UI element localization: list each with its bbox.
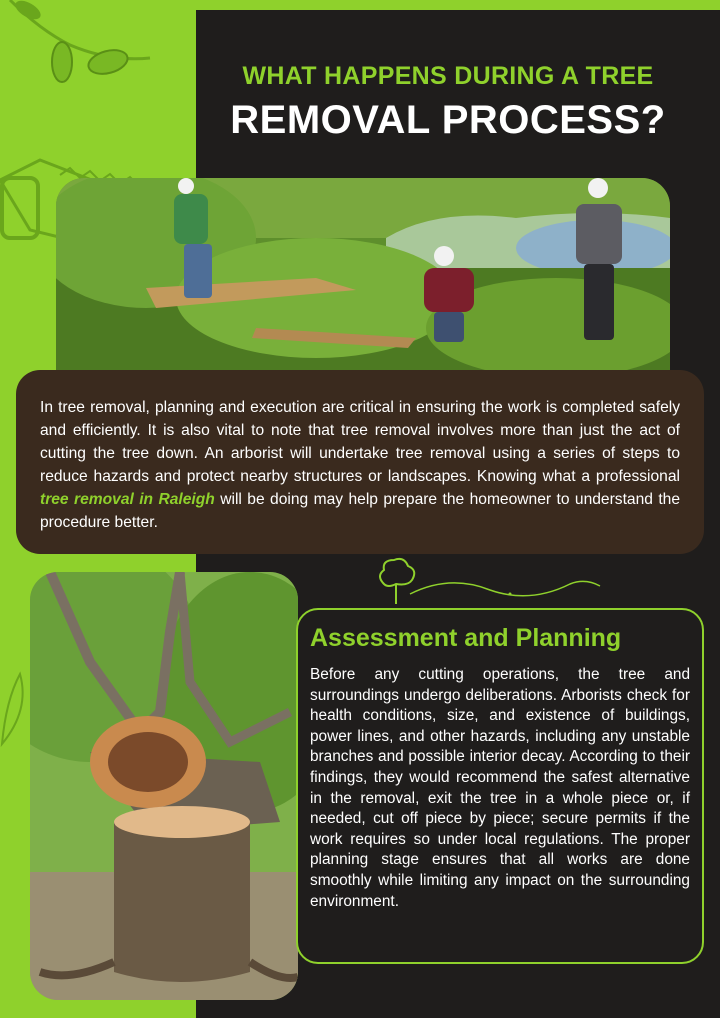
section-heading: Assessment and Planning bbox=[310, 624, 622, 652]
section-body: Before any cutting operations, the tree and surroundings undergo deliberations. Arborists check for health conditions, size, and existence of buildings, power lines, and other hazards, including any unstable branches and possible interior decay. According to their findings, they would recommend the safest alternative in the removal, exit the tree in a whole piece or, if needed, cut off piece by piece; secure permits if the work requires so under local regulations. The proper planning stage ensures that all works are done smoothly while limiting any impact on the surrounding environment. bbox=[310, 666, 690, 910]
arborists-photo bbox=[56, 178, 670, 370]
tree-removal-raleigh-link[interactable]: tree removal in Raleigh bbox=[40, 491, 215, 508]
intro-text-start: In tree removal, planning and execution are critical in ensuring the work is completed safely and efficiently. It is also vital to note that tree removal involves more than just the act of cutting the tree down. An arborist will undertake tree removal using a series of steps to reduce hazards and protect nearby structures or landscapes. Knowing what a professional bbox=[40, 399, 680, 485]
assessment-section bbox=[296, 608, 704, 964]
intro-text-end: will be doing may help prepare the homeowner to understand the procedure better. bbox=[40, 491, 681, 531]
intro-paragraph bbox=[40, 396, 680, 534]
intro-text-box bbox=[16, 370, 704, 554]
tree-line-icon bbox=[370, 554, 610, 610]
page-title: REMOVAL PROCESS? bbox=[230, 98, 666, 142]
vine-leaves-icon bbox=[0, 0, 196, 100]
tree-stump-photo bbox=[30, 572, 298, 1000]
title-line-1: WHAT HAPPENS DURING A TREE bbox=[242, 62, 654, 90]
